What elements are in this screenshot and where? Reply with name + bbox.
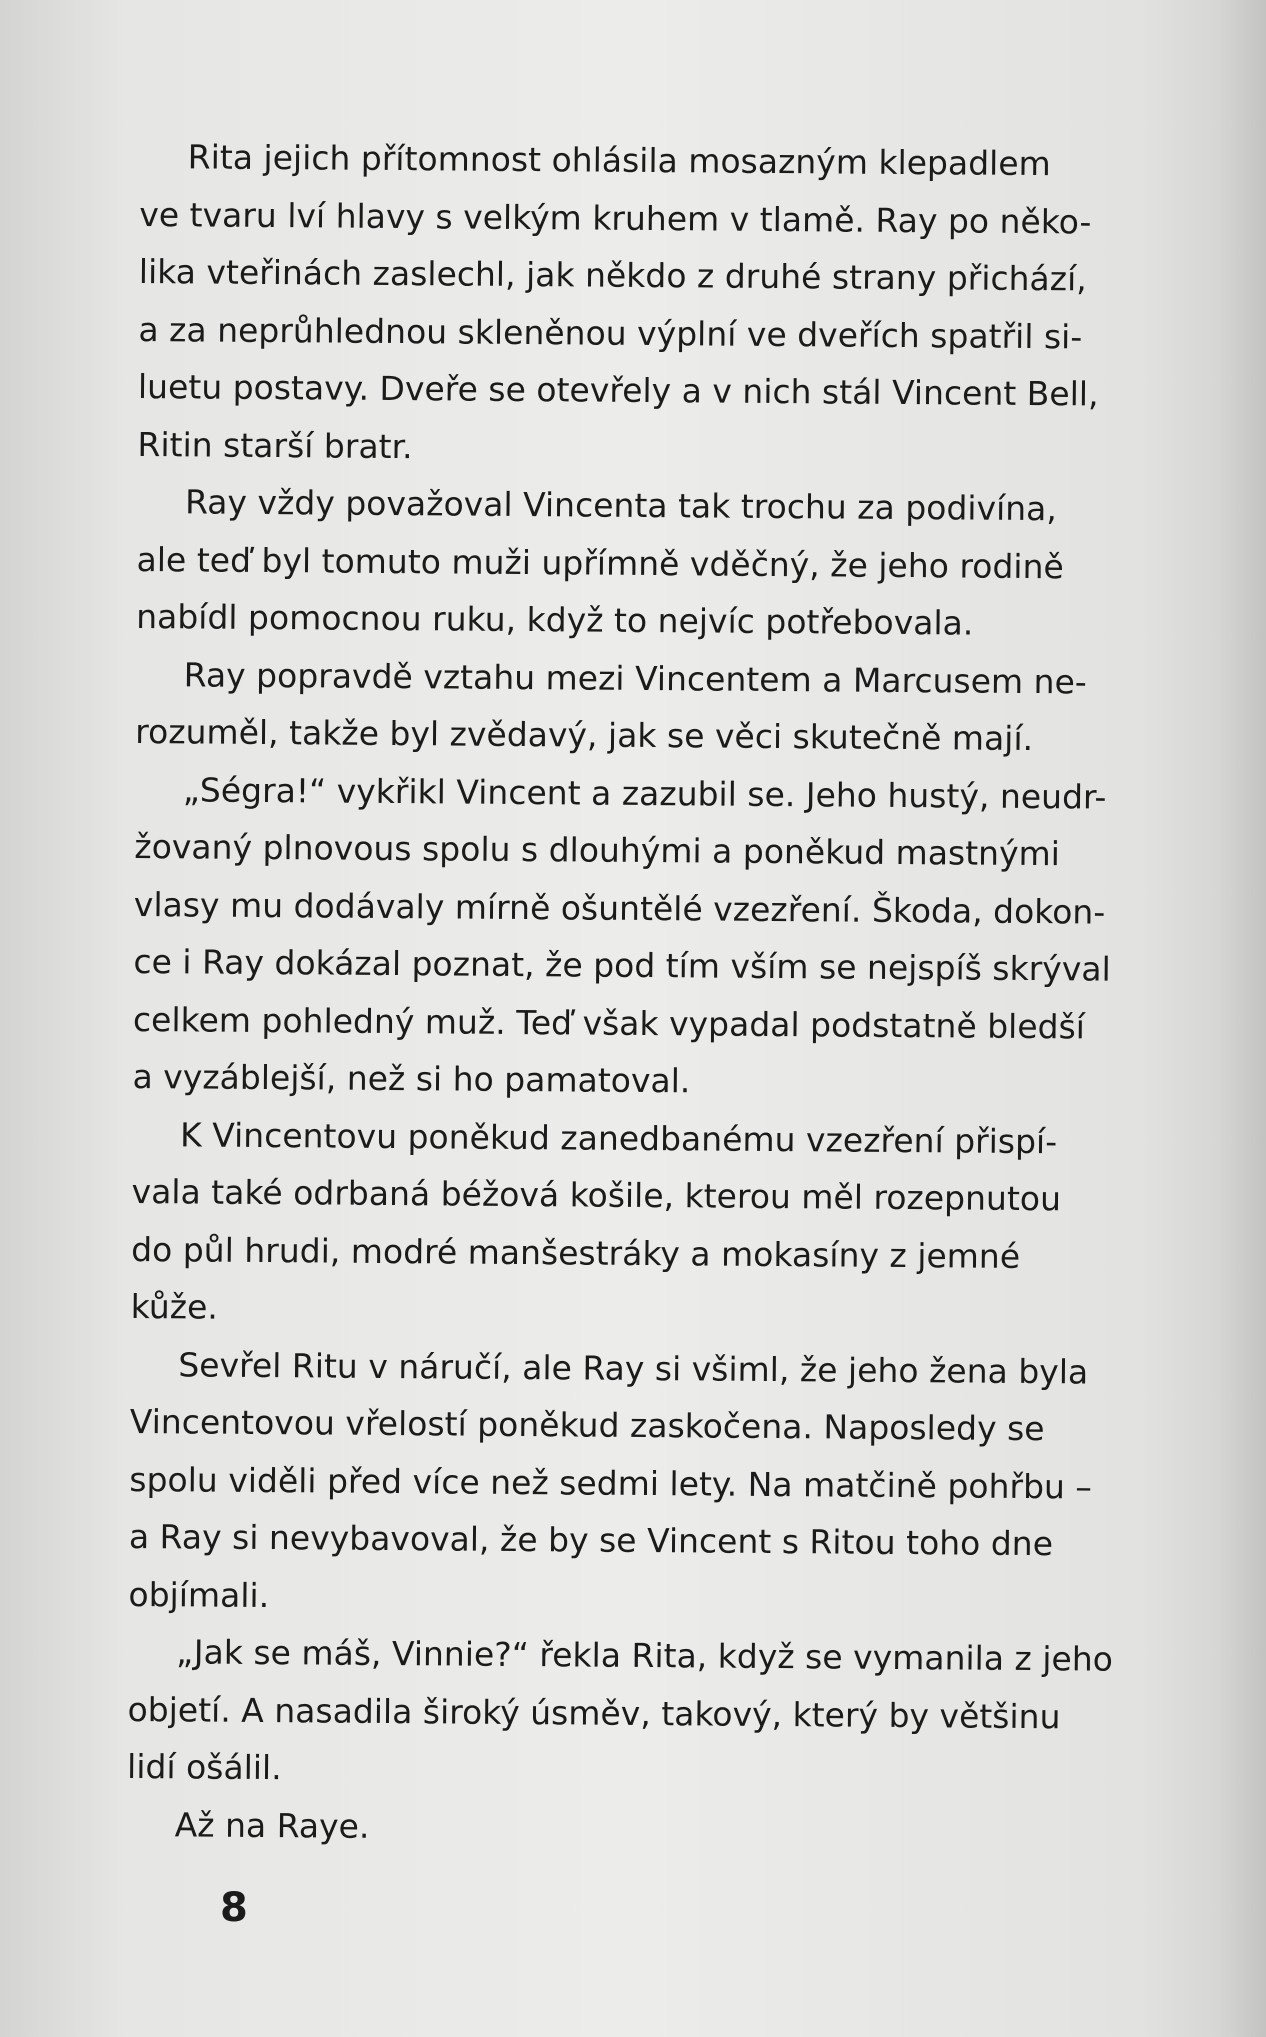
page-number: 8 (220, 1885, 248, 1931)
paragraph-4 (132, 760, 1111, 1113)
text-line: K Vincentovu poněkud zanedbanému vzezření přispí- (179, 1114, 1058, 1161)
text-line: lidí ošálil. (126, 1746, 282, 1788)
text-line: Sevřel Ritu v náručí, ale Ray si všiml, že jeho žena byla (178, 1344, 1089, 1391)
text-line: objímali. (128, 1574, 270, 1615)
body-text (126, 128, 1112, 1861)
text-line: objetí. A nasadila široký úsměv, takový, který by většinu (127, 1689, 1061, 1736)
text-line: luetu postavy. Dveře se otevřely a v nich stál Vincent Bell, (137, 366, 1099, 414)
text-line: rozuměl, takže byl zvědavý, jak se věci skutečně mají. (135, 711, 1034, 759)
text-line: Až na Raye. (174, 1804, 370, 1846)
paragraph-3 (135, 645, 1108, 768)
text-line: Ritin starší bratr. (137, 424, 413, 466)
paragraph-6 (128, 1335, 1102, 1630)
text-line: žovaný plnovous spolu s dlouhými a poněkud mastnými (134, 826, 1061, 874)
paragraph-2 (136, 473, 1109, 653)
text-line: spolu viděli před více než sedmi lety. Na matčině pohřbu – (129, 1459, 1093, 1507)
text-line: a Ray si nevybavoval, že by se Vincent s Ritou toho dne (128, 1516, 1054, 1564)
text-line: kůže. (130, 1286, 219, 1327)
paragraph-8 (126, 1795, 1098, 1860)
text-line: ce i Ray dokázal poznat, že pod tím vším se nejspíš skrýval (133, 941, 1111, 989)
text-line: „Ségra!“ vykřikl Vincent a zazubil se. Jeho hustý, neudr- (182, 769, 1107, 817)
text-line: „Jak se máš, Vinnie?“ řekla Rita, když se vymanila z jeho (175, 1632, 1114, 1679)
page-edge-shadow (1218, 0, 1266, 2037)
text-line: lika vteřinách zaslechl, jak někdo z druhé strany přichází, (138, 251, 1087, 299)
text-line: ale teď byl tomuto muži upřímně vděčný, že jeho rodině (136, 539, 1064, 586)
text-line: vala také odrbaná béžová košile, kterou měl rozepnutou (131, 1171, 1062, 1219)
text-line: Ray vždy považoval Vincenta tak trochu za podivína, (184, 482, 1058, 529)
paragraph-1 (137, 128, 1112, 481)
text-line: do půl hrudi, modré manšestráky a mokasíny z jemné (131, 1229, 1021, 1276)
paragraph-7 (126, 1623, 1114, 1803)
text-line: vlasy mu dodávaly mírně ošuntělé vzezření. Škoda, dokon- (133, 884, 1106, 932)
text-line: a za neprůhlednou skleněnou výplní ve dveřích spatřil si- (138, 309, 1083, 356)
text-line: nabídl pomocnou ruku, když to nejvíc potřebovala. (136, 596, 974, 643)
text-line: Rita jejich přítomnost ohlásila mosazným klepadlem (187, 137, 1051, 184)
text-line: a vyzáblejší, než si ho pamatoval. (132, 1056, 691, 1101)
text-line: ve tvaru lví hlavy s velkým kruhem v tlamě. Ray po něko- (139, 194, 1092, 241)
text-line: Ray popravdě vztahu mezi Vincentem a Marcusem ne- (183, 654, 1087, 701)
paragraph-5 (131, 1105, 1105, 1343)
text-line: celkem pohledný muž. Teď však vypadal podstatně bledší (132, 999, 1086, 1046)
text-line: Vincentovou vřelostí poněkud zaskočena. Naposledy se (129, 1401, 1045, 1449)
